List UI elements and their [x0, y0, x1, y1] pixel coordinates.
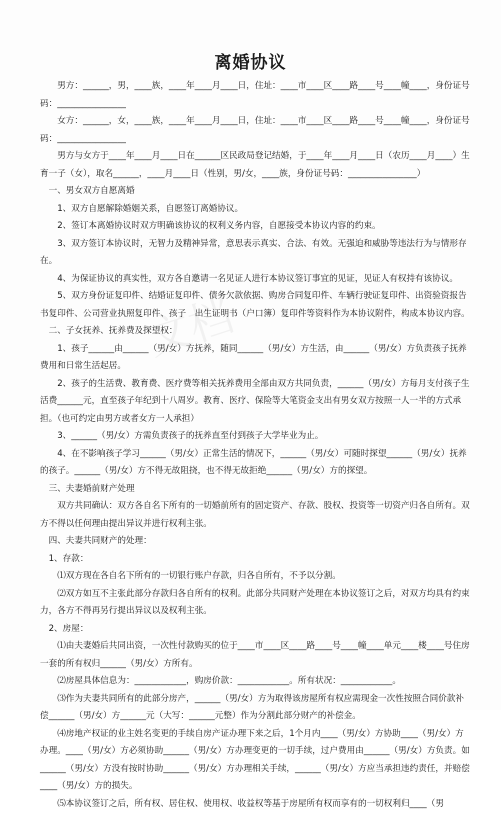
- paragraph-line: ⑸本协议签订之后，所有权、居住权、使用权、收益权等基于房屋所有权而享有的一切权利归____（男: [40, 796, 472, 813]
- paragraph-line: 男方与女方于____年____月____日在______区民政局登记结婚，于____年____月____日（农历____月____）生育一子（女），取名______，____月____日（性别，男/女，____族，身份证号码：________________）: [40, 148, 472, 183]
- paragraph-line: 4、为保证协议的真实性，双方各自邀请一名见证人进行本协议签订事宜的见证，见证人有权持有该协议。: [40, 271, 472, 289]
- paragraph-line: 3、双方签订本协议时，无智力及精神异常，意思表示真实、合法、有效。无强迫和威胁等违法行为与情形存在。: [40, 236, 472, 271]
- paragraph-line: 女方：______，女，____族，____年____月____日，住址：____市____区____路____号____幢____，身份证号码：________________: [40, 113, 472, 148]
- paragraph-line: 双方共同确认：双方各自名下所有的一切婚前所有的固定资产、存款、股权、投资等一切资产归各自所有。双方不得以任何理由提出异议并进行权利主张。: [40, 498, 472, 533]
- paragraph-line: 1、双方自愿解除婚姻关系，自愿签订离婚协议。: [40, 201, 472, 219]
- document-title: 离婚协议: [0, 48, 501, 73]
- paragraph-line: ⑵房屋具体信息为：____________，购房价款：____________。所有状况：____________。: [40, 673, 472, 691]
- paragraph-line: ⑵双方如互不主张此部分存款归各自所有的权利。此部分共同财产处理在本协议签订之后，对双方均具有约束力，各方不得再另行提出异议以及权利主张。: [40, 586, 472, 621]
- document-body: [40, 78, 472, 813]
- paragraph-line: 四、夫妻共同财产的处理：: [40, 533, 472, 551]
- paragraph-line: ⑶作为夫妻共同所有的此部分房产，______（男/女）方为取得该房屋所有权应需现金一次性按照合同价款补偿______（男/女）方______元（大写：______元整）作为分割此部分财产的补偿金。: [40, 691, 472, 726]
- paragraph-line: 男方：______，男，____族，____年____月____日，住址：____市____区____路____号____幢____，身份证号码：________________: [40, 78, 472, 113]
- paragraph-line: ⑴由夫妻婚后共同出资，一次性付款购买的位于____市____区____路____号____幢____单元____楼____号住房一套的所有权归______（男/女）方所有。: [40, 638, 472, 673]
- paragraph-line: 1、孩子______由______（男/女）方抚养，随同______（男/女）方生活，由______（男/女）方负责孩子抚养费用和日常生活起居。: [40, 341, 472, 376]
- paragraph-line: 三、夫妻婚前财产处理: [40, 481, 472, 499]
- paragraph-line: 2、签订本离婚协议时双方明确该协议的权利义务内容，自愿接受本协议内容的约束。: [40, 218, 472, 236]
- paragraph-line: 一、男女双方自愿离婚: [40, 183, 472, 201]
- paragraph-line: 2、房屋：: [40, 621, 472, 639]
- watermark: 文档: [137, 239, 383, 421]
- paragraph-line: 二、子女抚养、抚养费及探望权：: [40, 323, 472, 341]
- paragraph-line: 1、存款：: [40, 551, 472, 569]
- paragraph-line: ⑷房地产权证的业主姓名变更的手续自房产证办理下来之后，1个月内____（男/女）方协助____（男/女）方办理。____（男/女）方必须协助______（男/女）方办理变更的一切手续，过户费用由______（男/女）方负责。如______（男/女）方没有按时协助______（男/女）方办理相关手续，______（男/女）方应当承担违约责任，并赔偿____（男/女）方的损失。: [40, 726, 472, 796]
- paragraph-line: ⑴双方现在各自名下所有的一切银行账户存款，归各自所有，不予以分割。: [40, 568, 472, 586]
- paragraph-line: 4、在不影响孩子学习______（男/女）正常生活的情况下，______（男/女）可随时探望______（男/女）抚养的孩子。______（男/女）方不得无故阻挠，也不得无故拒绝______（男/女）方的探望。: [40, 446, 472, 481]
- paragraph-line: 3、______（男/女）方需负责孩子的抚养直至付到孩子大学毕业为止。: [40, 428, 472, 446]
- paragraph-line: 5、双方身份证复印件、结婚证复印件、债务欠款依据、购房合同复印件、车辆行驶证复印件、出资验资报告书复印件、公司营业执照复印件、孩子 出生证明书（户口簿）复印件等资料作为本协议附件，构成本协议内容。: [40, 288, 472, 323]
- paragraph-line: 2、孩子的生活费、教育费、医疗费等相关抚养费用全部由双方共同负责，______（男/女）方每月支付孩子生活费______元，直至孩子年纪到十八周岁。教育、医疗、保险等大笔资金支出有男女双方按照一人一半的方式承担。（也可约定由男方或者女方一人承担）: [40, 376, 472, 429]
